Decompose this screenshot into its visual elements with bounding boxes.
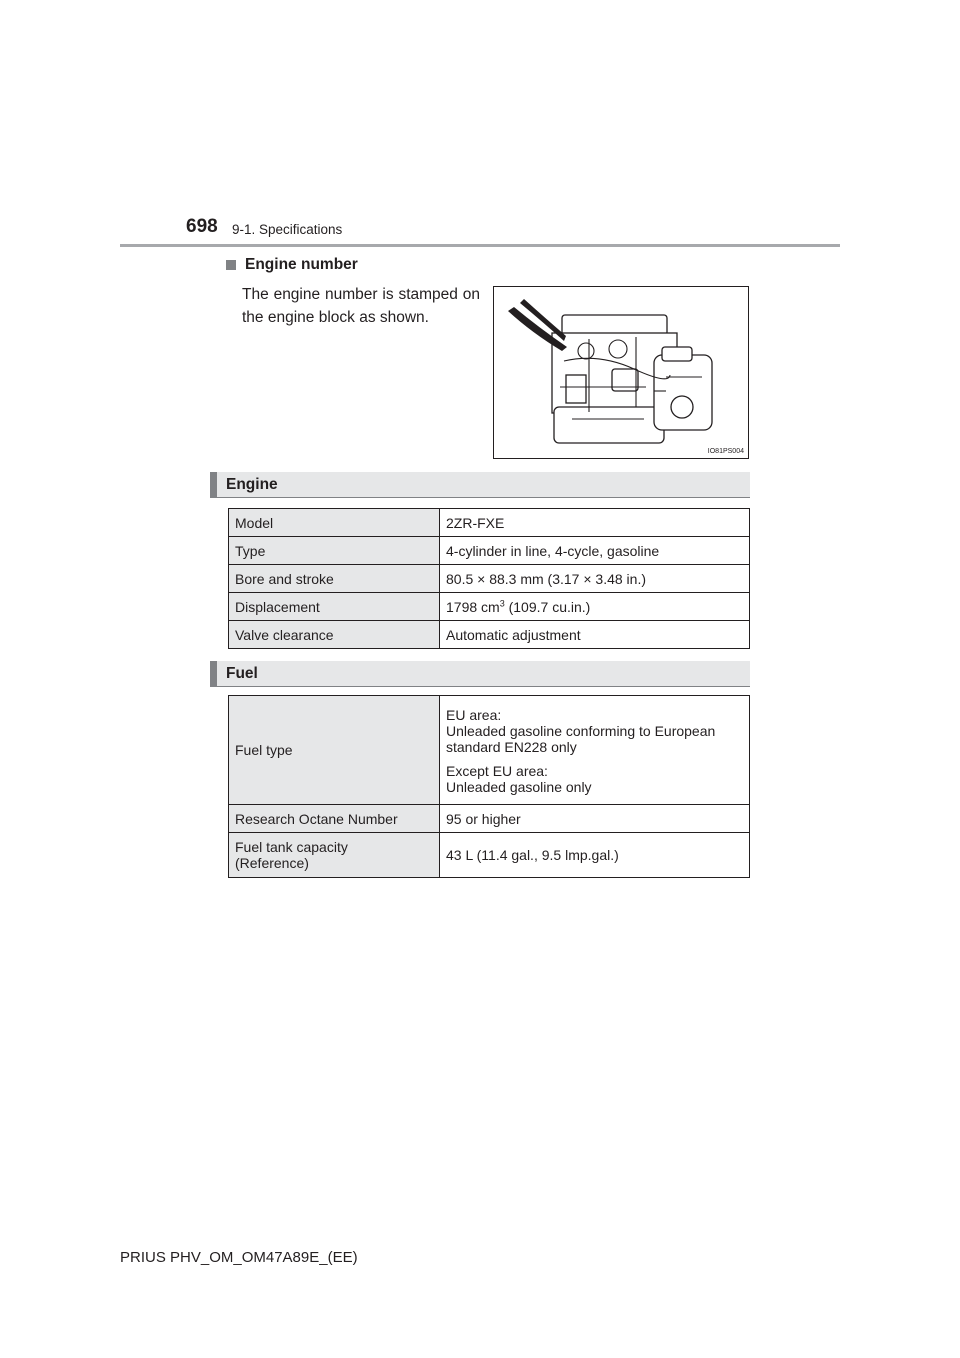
figure-code: IO81PS004 xyxy=(707,448,744,455)
table-row xyxy=(229,593,750,621)
spec-value: 95 or higher xyxy=(440,805,750,833)
spec-label: Bore and stroke xyxy=(229,565,440,593)
section-title: 9-1. Specifications xyxy=(232,222,343,237)
spec-label: Valve clearance xyxy=(229,621,440,649)
engine-number-text: The engine number is stamped on the engine block as shown. xyxy=(242,286,480,326)
spec-value xyxy=(440,593,750,621)
table-row xyxy=(229,833,750,878)
non-eu-text: Unleaded gasoline only xyxy=(446,779,592,795)
spec-value: 80.5 × 88.3 mm (3.17 × 3.48 in.) xyxy=(440,565,750,593)
spec-value: 4-cylinder in line, 4-cycle, gasoline xyxy=(440,537,750,565)
eu-area-text: Unleaded gasoline conforming to European standard EN228 only xyxy=(446,723,716,755)
fuel-section-bar xyxy=(210,661,750,687)
page-number: 698 xyxy=(186,216,218,237)
table-row xyxy=(229,696,750,805)
engine-number-heading xyxy=(226,256,358,274)
engine-spec-table xyxy=(228,508,750,649)
header-rule xyxy=(120,244,840,247)
engine-number-heading-text: Engine number xyxy=(245,256,358,273)
eu-area-block xyxy=(446,707,743,755)
superscript-3: 3 xyxy=(499,597,505,608)
fuel-section-title: Fuel xyxy=(226,665,258,682)
table-row xyxy=(229,509,750,537)
spec-label: Model xyxy=(229,509,440,537)
eu-area-title: EU area: xyxy=(446,707,502,723)
table-row xyxy=(229,621,750,649)
table-row xyxy=(229,805,750,833)
spec-label: Fuel type xyxy=(229,696,440,805)
spec-label: Displacement xyxy=(229,593,440,621)
non-eu-block xyxy=(446,763,743,795)
non-eu-title: Except EU area: xyxy=(446,763,548,779)
table-row xyxy=(229,565,750,593)
spec-value: 43 L (11.4 gal., 9.5 lmp.gal.) xyxy=(440,833,750,878)
tank-label-line1: Fuel tank capacity xyxy=(235,839,348,855)
displacement-value: 1798 cm xyxy=(446,598,500,615)
displacement-value-rest: (109.7 cu.in.) xyxy=(504,598,591,615)
spec-label: Research Octane Number xyxy=(229,805,440,833)
engine-section-title: Engine xyxy=(226,476,278,493)
spec-value xyxy=(440,696,750,805)
engine-illustration xyxy=(493,286,749,459)
engine-block-drawing xyxy=(494,287,748,458)
tank-label-line2: (Reference) xyxy=(235,855,309,871)
table-row xyxy=(229,537,750,565)
spec-value: Automatic adjustment xyxy=(440,621,750,649)
footer-doc-code: PRIUS PHV_OM_OM47A89E_(EE) xyxy=(120,1249,358,1266)
engine-section-bar xyxy=(210,472,750,498)
spec-value: 2ZR-FXE xyxy=(440,509,750,537)
spec-label: Type xyxy=(229,537,440,565)
spec-label xyxy=(229,833,440,878)
fuel-spec-table xyxy=(228,695,750,878)
bullet-square-icon xyxy=(226,260,236,270)
